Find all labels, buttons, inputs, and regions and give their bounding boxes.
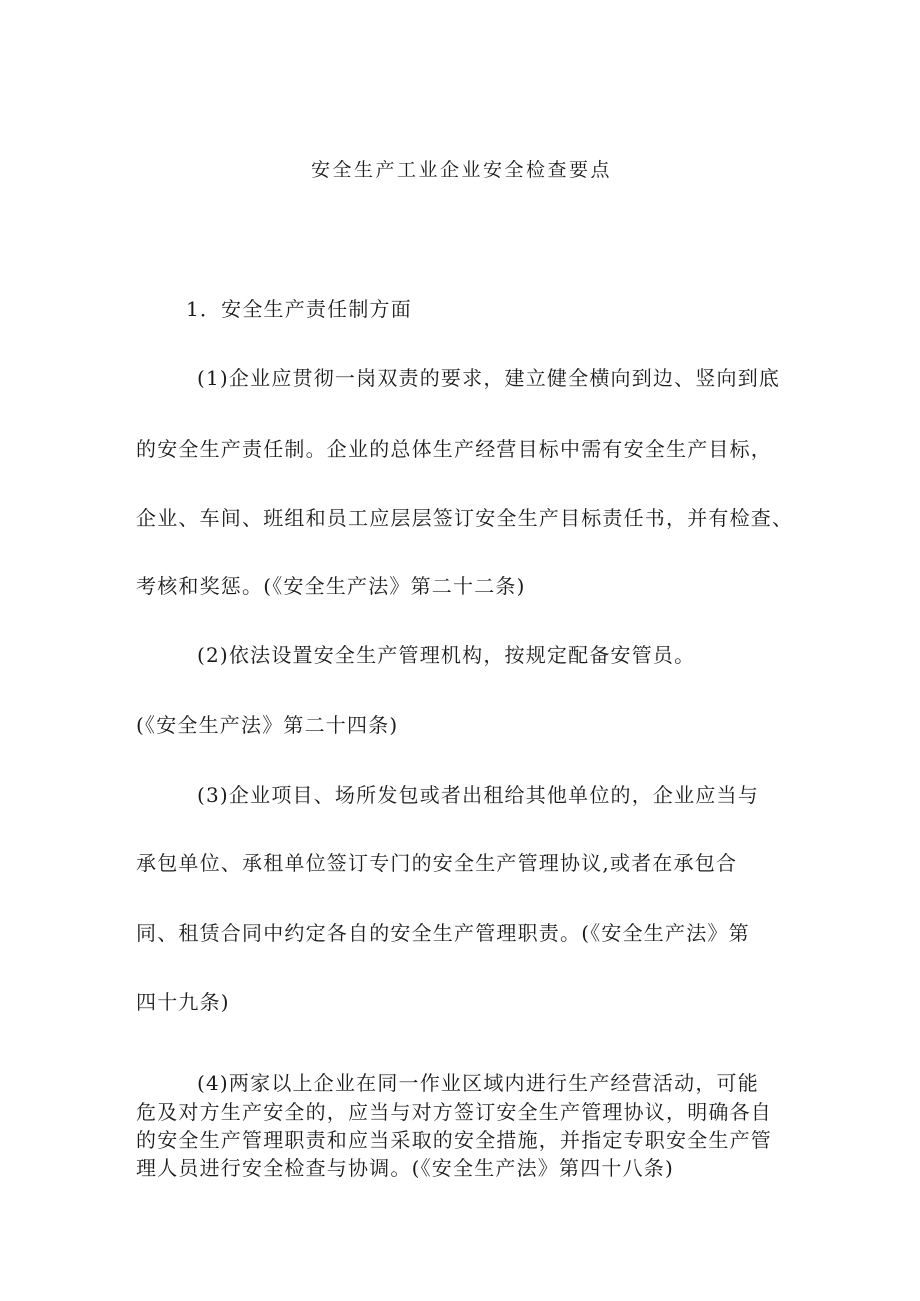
paragraph-line: 的安全生产管理职责和应当采取的安全措施，并指定专职安全生产管: [136, 1128, 772, 1152]
paragraph-line: 的安全生产责任制。企业的总体生产经营目标中需有安全生产目标，: [136, 437, 772, 461]
paragraph-line: 企业、车间、班组和员工应层层签订安全生产目标责任书，并有检查、: [136, 506, 794, 530]
paragraph-line: (4)两家以上企业在同一作业区域内进行生产经营活动，可能: [197, 1071, 759, 1095]
paragraph-line: 考核和奖惩。(《安全生产法》第二十二条): [136, 574, 526, 598]
section-heading: 1．安全生产责任制方面: [186, 297, 412, 321]
paragraph-line: (3)企业项目、场所发包或者出租给其他单位的，企业应当与: [197, 783, 759, 807]
paragraph-line: (《安全生产法》第二十四条): [136, 713, 399, 737]
paragraph-line: (1)企业应贯彻一岗双责的要求，建立健全横向到边、竖向到底: [197, 366, 781, 390]
paragraph-line: 同、租赁合同中约定各自的安全生产管理职责。(《安全生产法》第: [136, 921, 750, 945]
paragraph-line: 危及对方生产安全的，应当与对方签订安全生产管理协议，明确各自: [136, 1100, 772, 1124]
paragraph-line: 四十九条): [136, 990, 230, 1014]
document-title: 安全生产工业企业安全检查要点: [311, 159, 613, 181]
paragraph-line: 理人员进行安全检查与协调。(《安全生产法》第四十八条): [136, 1156, 675, 1180]
paragraph-line: 承包单位、承租单位签订专门的安全生产管理协议,或者在承包合: [136, 851, 738, 875]
paragraph-line: (2)依法设置安全生产管理机构，按规定配备安管员。: [197, 643, 696, 667]
